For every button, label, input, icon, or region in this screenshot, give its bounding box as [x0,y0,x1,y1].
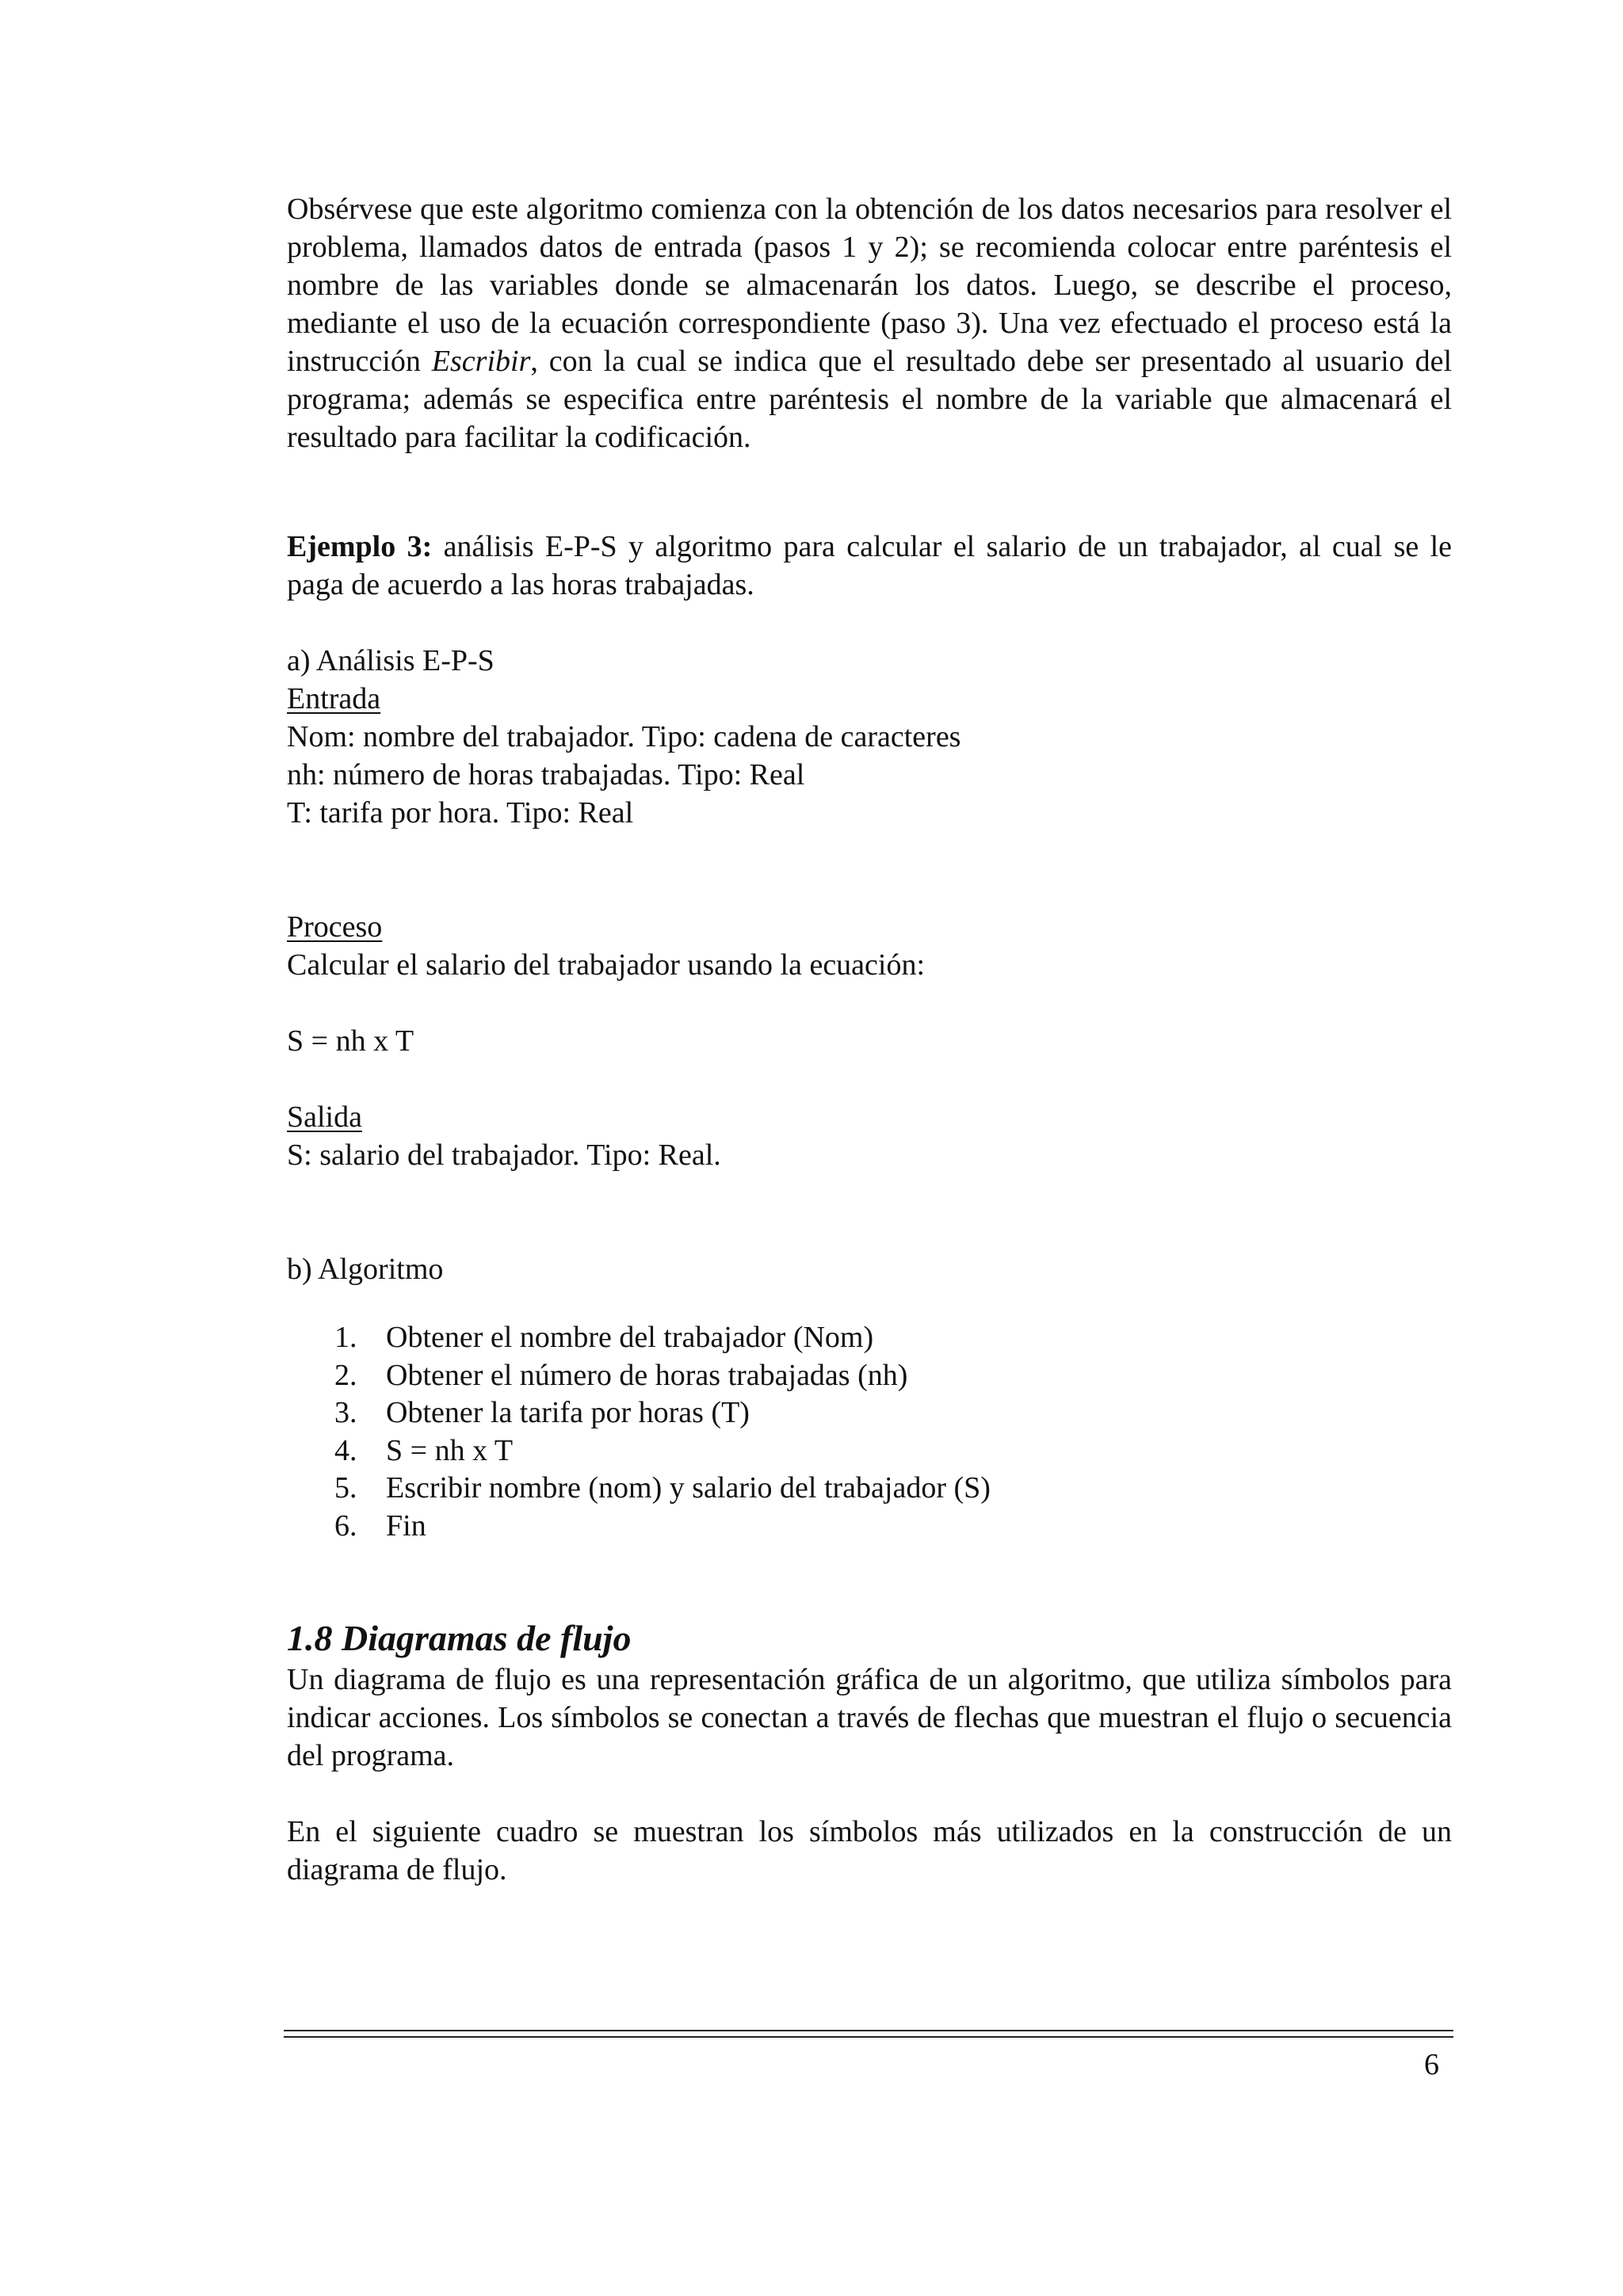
step-number: 5. [334,1471,357,1505]
input-line-t: T: tarifa por hora. Tipo: Real [287,796,634,830]
analysis-title: a) Análisis E-P-S [287,644,495,677]
example-label: Ejemplo 3: [287,530,433,563]
input-line-nom: Nom: nombre del trabajador. Tipo: cadena de caracteres [287,720,961,753]
step-number: 6. [334,1508,357,1543]
step-text: Obtener el nombre del trabajador (Nom) [386,1321,874,1354]
output-heading: Salida [287,1100,362,1134]
footer-rule-bottom [284,2036,1453,2038]
intro-paragraph-part1: Obsérvese que este algoritmo comienza con la obtención de los datos necesarios para resolver el problema, llamados datos de entrada (pasos 1 y 2); se recomienda colocar entre paréntesis el nombre de las variables donde se almacenarán los datos. Luego, se describe el proceso, mediante el uso de la ecuación correspondiente (paso 3). Una vez efectuado el proceso está la instrucción [287,193,1452,378]
input-line-nh: nh: número de horas trabajadas. Tipo: Real [287,758,805,791]
step-text: S = nh x T [386,1433,514,1467]
list-item [287,1319,991,1357]
list-item [287,1394,991,1432]
step-text: Obtener el número de horas trabajadas (nh) [386,1358,908,1392]
step-number: 4. [334,1433,357,1467]
section-paragraph-2: En el siguiente cuadro se muestran los símbolos más utilizados en la construcción de un diagrama de flujo. [287,1815,1452,1886]
example-text: análisis E-P-S y algoritmo para calcular el salario de un trabajador, al cual se le paga de acuerdo a las horas trabajadas. [287,530,1452,601]
intro-paragraph-part2: , con la cual se indica que el resultado debe ser presentado al usuario del programa; además se especifica entre paréntesis el nombre de la variable que almacenará el resultado para facilitar la codificación. [287,345,1452,454]
list-item [287,1357,991,1395]
input-heading: Entrada [287,682,381,715]
list-item [287,1508,991,1546]
section-paragraph-1: Un diagrama de flujo es una representación gráfica de un algoritmo, que utiliza símbolos para indicar acciones. Los símbolos se conectan a través de flechas que muestran el flujo o secuencia del programa. [287,1663,1452,1772]
step-number: 3. [334,1396,357,1429]
step-text: Obtener la tarifa por horas (T) [386,1396,750,1429]
process-text: Calcular el salario del trabajador usando la ecuación: [287,948,926,982]
list-item [287,1470,991,1508]
step-text: Escribir nombre (nom) y salario del trabajador (S) [386,1471,991,1505]
step-number: 2. [334,1358,357,1392]
intro-paragraph-italic: Escribir [431,345,531,378]
step-text: Fin [386,1508,426,1543]
step-number: 1. [334,1321,357,1354]
list-item [287,1432,991,1470]
output-text: S: salario del trabajador. Tipo: Real. [287,1138,721,1172]
section-heading: 1.8 Diagramas de flujo [287,1618,632,1658]
equation: S = nh x T [287,1024,414,1058]
footer-rule-top [284,2030,1453,2031]
intro-paragraph [287,190,1452,456]
algorithm-steps [287,1319,991,1545]
page-number: 6 [1424,2048,1439,2081]
algorithm-title: b) Algoritmo [287,1253,444,1286]
example-paragraph [287,528,1452,604]
process-heading: Proceso [287,910,383,944]
